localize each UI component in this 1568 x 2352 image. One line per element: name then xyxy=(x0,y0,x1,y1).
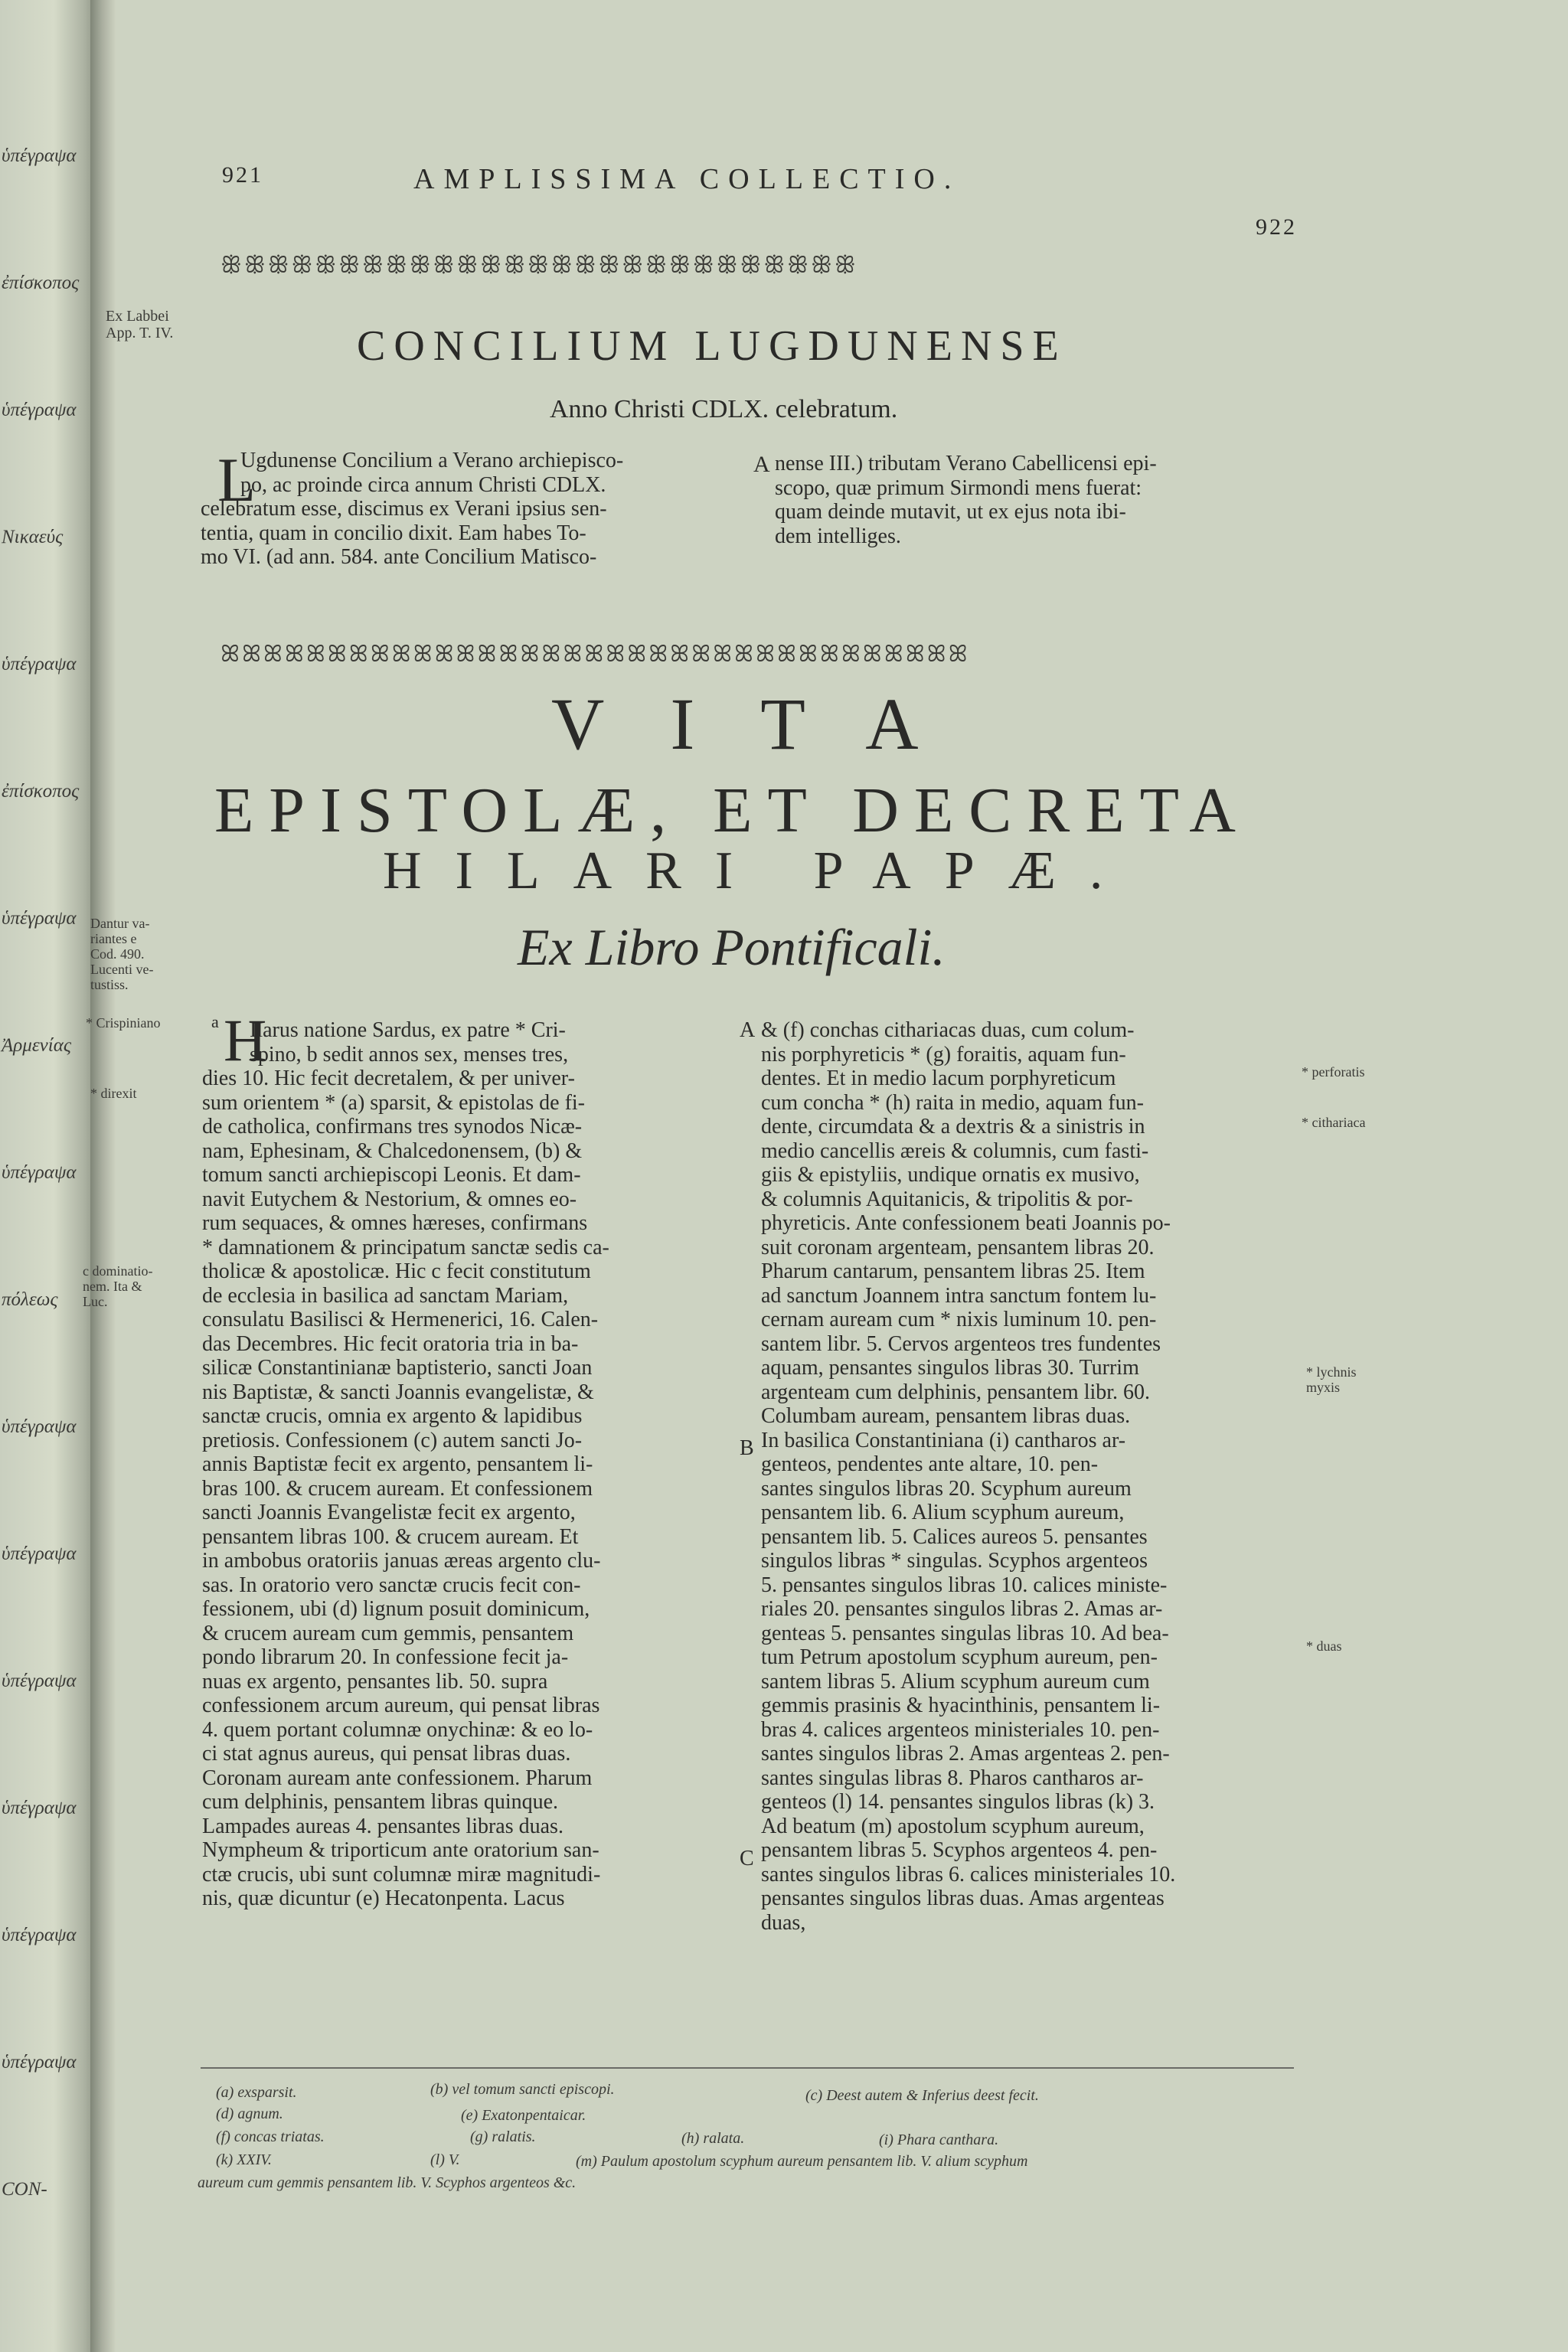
footnote: (a) exsparsit. xyxy=(216,2084,297,2101)
margin-note-labbei: Ex Labbei App. T. IV. xyxy=(106,308,174,341)
text-line: quam deinde mutavit, ut ex ejus nota ibi- xyxy=(775,500,1126,524)
text-line: annis Baptistæ fecit ex argento, pensantem li- xyxy=(202,1452,593,1476)
margin-note-perforatis: * perforatis xyxy=(1302,1064,1365,1080)
text-line: santes singulos libras 6. calices ministeriales 10. xyxy=(761,1862,1176,1886)
footnote: (d) agnum. xyxy=(216,2105,283,2122)
running-title: AMPLISSIMA COLLECTIO. xyxy=(413,163,961,195)
text-line: pensantes singulos libras duas. Amas argenteas xyxy=(761,1886,1165,1910)
text-line: pensantem libras 5. Scyphos argenteos 4. pen- xyxy=(761,1838,1158,1862)
facing-page-fragment-line: Νικαεύς xyxy=(2,527,64,547)
text-line: tholicæ & apostolicæ. Hic c fecit constitutum xyxy=(202,1259,591,1283)
text-line: genteos (l) 14. pensantes singulos libras (k) 3. xyxy=(761,1790,1155,1814)
text-line: dem intelliges. xyxy=(775,524,901,548)
text-line: pensantem libras 100. & crucem auream. Et xyxy=(202,1524,579,1549)
text-line: pondo librarum 20. In confessione fecit ja- xyxy=(202,1645,569,1669)
facing-page-fragment-line: ὑπέγραψα xyxy=(2,1671,77,1691)
text-line: Lampades aureas 4. pensantes libras duas. xyxy=(202,1814,564,1838)
text-line: suit coronam argenteam, pensantem libras 20. xyxy=(761,1235,1155,1259)
margin-note-dantur: Dantur va- riantes e Cod. 490. Lucenti ve- tustiss. xyxy=(90,916,154,992)
council-title: CONCILIUM LUGDUNENSE xyxy=(357,322,1067,370)
text-line: dentes. Et in medio lacum porphyreticum xyxy=(761,1067,1116,1090)
text-line: tentia, quam in concilio dixit. Eam habes To- xyxy=(201,521,586,545)
text-line: ad sanctum Joannem intra sanctum fontem lu- xyxy=(761,1283,1157,1308)
text-line: ctæ crucis, ubi sunt columnæ miræ magnitudi- xyxy=(202,1862,601,1886)
title-epistolae: EPISTOLÆ, ET DECRETA xyxy=(214,775,1251,846)
text-line: Nympheum & triporticum ante oratorium san- xyxy=(202,1838,599,1862)
facing-page-fragment-line: πόλεως xyxy=(2,1289,58,1310)
text-line: navit Eutychem & Nestorium, & omnes eo- xyxy=(202,1187,577,1211)
text-line: pretiosis. Confessionem (c) autem sancti Jo- xyxy=(202,1428,583,1452)
ornament-band-top: ꕥꕥꕥꕥꕥꕥꕥꕥꕥꕥꕥꕥꕥꕥꕥꕥꕥꕥꕥꕥꕥꕥꕥꕥꕥꕥꕥ xyxy=(220,253,858,278)
text-line: nis, quæ dicuntur (e) Hecatonpenta. Lacus xyxy=(202,1886,565,1910)
facing-page-fragment xyxy=(0,0,98,2352)
text-line: giis & epistyliis, undique ornatis ex musivo, xyxy=(761,1163,1140,1187)
title-hilari: HILARI PAPÆ. xyxy=(383,841,1137,900)
text-line: genteas 5. pensantes singulas libras 10. Ad bea- xyxy=(761,1621,1169,1645)
margin-marker-C: C xyxy=(740,1847,754,1870)
text-line: dies 10. Hic fecit decretalem, & per univer- xyxy=(202,1067,575,1090)
text-line: medio cancellis æreis & columnis, cum fasti- xyxy=(761,1138,1149,1163)
text-line: nam, Ephesinam, & Chalcedonensem, (b) & xyxy=(202,1138,583,1163)
margin-note-duas: * duas xyxy=(1306,1638,1342,1654)
facing-page-fragment-line: ὑπέγραψα xyxy=(2,1544,77,1564)
facing-page-fragment-line: ὑπέγραψα xyxy=(2,654,77,675)
facing-page-fragment-line: ὑπέγραψα xyxy=(2,1798,77,1818)
facing-page-fragment-line: ὑπέγραψα xyxy=(2,908,77,929)
margin-note-dominatio: c dominatio- nem. Ita & Luc. xyxy=(83,1263,153,1309)
text-line: bras 4. calices argenteos ministeriales 10. pen- xyxy=(761,1717,1160,1742)
footnote: (h) ralata. xyxy=(681,2130,745,2147)
title-vita: VITA xyxy=(551,683,985,765)
facing-page-fragment-line: ὑπέγραψα xyxy=(2,1925,77,1945)
text-line: in ambobus oratoriis januas æreas argento clu- xyxy=(202,1549,601,1573)
text-line: ci stat agnus aureus, qui pensat libras duas. xyxy=(202,1742,571,1766)
text-line: spino, b sedit annos sex, menses tres, xyxy=(250,1042,569,1067)
text-line: Ad beatum (m) apostolum scyphum aureum, xyxy=(761,1814,1145,1838)
council-year: Anno Christi CDLX. celebratum. xyxy=(550,395,898,423)
main-left-column xyxy=(202,1018,609,1911)
text-line: consulatu Basilisci & Hermenerici, 16. Calen- xyxy=(202,1308,599,1331)
text-line: sum orientem * (a) sparsit, & epistolas de fi- xyxy=(202,1090,585,1115)
text-line: tomum sancti archiepiscopi Leonis. Et dam- xyxy=(202,1163,581,1187)
text-line: * damnationem & principatum sanctæ sedis ca- xyxy=(202,1235,609,1259)
text-line: rum sequaces, & omnes hæreses, confirmans xyxy=(202,1211,588,1235)
footnote-rule xyxy=(201,2067,1294,2069)
text-line: Ilarus natione Sardus, ex patre * Cri- xyxy=(250,1018,566,1042)
margin-marker-a: A xyxy=(753,452,770,477)
text-line: dente, circumdata & a dextris & a sinistris in xyxy=(761,1115,1145,1138)
text-line: confessionem arcum aureum, qui pensat libras xyxy=(202,1694,600,1717)
note-letter-a: a xyxy=(211,1012,219,1031)
text-line: cum concha * (h) raita in medio, aquam fun- xyxy=(761,1090,1144,1115)
text-line: cernam auream cum * nixis luminum 10. pen- xyxy=(761,1308,1157,1331)
text-line: nuas ex argento, pensantes lib. 50. supra xyxy=(202,1669,548,1694)
footnote: (e) Exatonpentaicar. xyxy=(461,2107,586,2124)
facing-page-fragment-line: ὑπέγραψα xyxy=(2,1162,77,1183)
text-line: fessionem, ubi (d) lignum posuit dominicum, xyxy=(202,1597,590,1621)
footnote: (l) V. xyxy=(430,2151,460,2168)
footnote: (b) vel tomum sancti episcopi. xyxy=(430,2081,615,2098)
council-drop-cap: L xyxy=(217,445,256,514)
text-line: santes singulos libras 20. Scyphum aureum xyxy=(761,1476,1132,1501)
main-drop-cap: H xyxy=(224,1007,267,1073)
facing-page-fragment-line: Ἀρμενίας xyxy=(2,1035,71,1056)
text-line: Columbam auream, pensantem libras duas. xyxy=(761,1404,1131,1428)
text-line: singulos libras * singulas. Scyphos argenteos xyxy=(761,1549,1148,1573)
footnote: aureum cum gemmis pensantem lib. V. Scyphos argenteos &c. xyxy=(198,2174,577,2191)
text-line: genteos, pendentes ante altare, 10. pen- xyxy=(761,1452,1099,1476)
margin-note-cithariaca: * cithariaca xyxy=(1302,1115,1366,1130)
text-line: cum delphinis, pensantem libras quinque. xyxy=(202,1790,559,1814)
text-line: silicæ Constantinianæ baptisterio, sancti Joan xyxy=(202,1356,593,1380)
text-line: santes singulas libras 8. Pharos cantharos ar- xyxy=(761,1766,1144,1790)
text-line: santes singulos libras 2. Amas argenteas 2. pen- xyxy=(761,1742,1170,1766)
text-line: santem libras 5. Alium scyphum aureum cum xyxy=(761,1669,1150,1694)
facing-page-fragment-line: CON- xyxy=(2,2179,47,2200)
main-right-column xyxy=(761,1018,1175,1935)
text-line: sancti Joannis Evangelistæ fecit ex argento, xyxy=(202,1501,576,1524)
page-number-right: 922 xyxy=(1256,214,1297,240)
book-gutter xyxy=(90,0,116,2352)
text-line: celebratum esse, discimus ex Verani ipsius sen- xyxy=(201,497,607,521)
text-line: Coronam auream ante confessionem. Pharum xyxy=(202,1766,593,1790)
text-line: Ugdunense Concilium a Verano archiepisco- xyxy=(240,449,624,472)
ornament-band-middle: ꕤꕤꕤꕤꕤꕤꕤꕤꕤꕤꕤꕤꕤꕤꕤꕤꕤꕤꕤꕤꕤꕤꕤꕤꕤꕤꕤꕤꕤꕤꕤꕤꕤꕤꕤ xyxy=(220,642,970,667)
text-line: po, ac proinde circa annum Christi CDLX. xyxy=(240,472,606,497)
margin-note-direxit: * direxit xyxy=(90,1086,137,1101)
facing-page-fragment-line: ὑπέγραψα xyxy=(2,1416,77,1437)
facing-page-fragment-line: ὑπέγραψα xyxy=(2,400,77,420)
facing-page-fragment-line: ὑπέγραψα xyxy=(2,145,77,166)
council-right-column xyxy=(775,452,1157,548)
text-line: mo VI. (ad ann. 584. ante Concilium Matisco- xyxy=(201,545,597,569)
margin-note-lychnis: * lychnis myxis xyxy=(1306,1364,1357,1395)
text-line: argenteam cum delphinis, pensantem libr. 60. xyxy=(761,1380,1151,1404)
text-line: & crucem auream cum gemmis, pensantem xyxy=(202,1621,574,1645)
text-line: pensantem lib. 6. Alium scyphum aureum, xyxy=(761,1501,1125,1524)
text-line: sas. In oratorio vero sanctæ crucis fecit con- xyxy=(202,1573,581,1597)
council-left-column xyxy=(201,445,624,570)
text-line: phyreticis. Ante confessionem beati Joannis po- xyxy=(761,1211,1171,1235)
footnote: (k) XXIV. xyxy=(216,2151,272,2168)
margin-marker-B: B xyxy=(740,1436,754,1460)
page-number-left: 921 xyxy=(222,162,263,188)
text-line: gemmis prasinis & hyacinthinis, pensantem li- xyxy=(761,1694,1161,1717)
title-ex-libro: Ex Libro Pontificali. xyxy=(518,918,946,976)
text-line: 5. pensantes singulos libras 10. calices ministe- xyxy=(761,1573,1168,1597)
text-line: 4. quem portant columnæ onychinæ: & eo lo- xyxy=(202,1717,593,1742)
text-line: aquam, pensantes singulos libras 30. Turrim xyxy=(761,1356,1139,1380)
text-line: das Decembres. Hic fecit oratoria tria in ba- xyxy=(202,1331,579,1356)
footnote: (g) ralatis. xyxy=(470,2128,536,2145)
text-line: bras 100. & crucem auream. Et confessionem xyxy=(202,1476,593,1501)
text-line: scopo, quæ primum Sirmondi mens fuerat: xyxy=(775,475,1142,500)
footnote: (c) Deest autem & Inferius deest fecit. xyxy=(805,2087,1039,2104)
facing-page-fragment-line: ἐπίσκοπος xyxy=(2,781,80,802)
text-line: nis Baptistæ, & sancti Joannis evangelistæ, & xyxy=(202,1380,594,1404)
footnote: (f) concas triatas. xyxy=(216,2128,325,2145)
text-line: de catholica, confirmans tres synodos Nicæ- xyxy=(202,1115,583,1138)
text-line: nis porphyreticis * (g) foraitis, aquam fun- xyxy=(761,1042,1126,1067)
text-line: Pharum cantarum, pensantem libras 25. Item xyxy=(761,1259,1145,1283)
facing-page-fragment-line: ὑπέγραψα xyxy=(2,2052,77,2073)
margin-note-crispiniano: * Crispiniano xyxy=(86,1015,161,1031)
text-line: de ecclesia in basilica ad sanctam Mariam, xyxy=(202,1283,569,1308)
footnote: (i) Phara canthara. xyxy=(879,2132,999,2148)
text-line: riales 20. pensantes singulos libras 2. Amas ar- xyxy=(761,1597,1163,1621)
text-line: santem libr. 5. Cervos argenteos tres fundentes xyxy=(761,1331,1161,1356)
text-line: tum Petrum apostolum scyphum aureum, pen- xyxy=(761,1645,1158,1669)
text-line: sanctæ crucis, omnia ex argento & lapidibus xyxy=(202,1404,583,1428)
text-line: nense III.) tributam Verano Cabellicensi epi- xyxy=(775,452,1157,475)
footnote: (m) Paulum apostolum scyphum aureum pensantem lib. V. alium scyphum xyxy=(576,2153,1028,2170)
text-line: & columnis Aquitanicis, & tripolitis & por- xyxy=(761,1187,1133,1211)
text-line: duas, xyxy=(761,1910,806,1935)
text-line: & (f) conchas cithariacas duas, cum colum- xyxy=(761,1018,1135,1042)
text-line: pensantem lib. 5. Calices aureos 5. pensantes xyxy=(761,1524,1148,1549)
facing-page-fragment-line: ἐπίσκοπος xyxy=(2,273,80,293)
margin-marker-A: A xyxy=(740,1018,756,1042)
text-line: In basilica Constantiniana (i) cantharos ar- xyxy=(761,1428,1126,1452)
